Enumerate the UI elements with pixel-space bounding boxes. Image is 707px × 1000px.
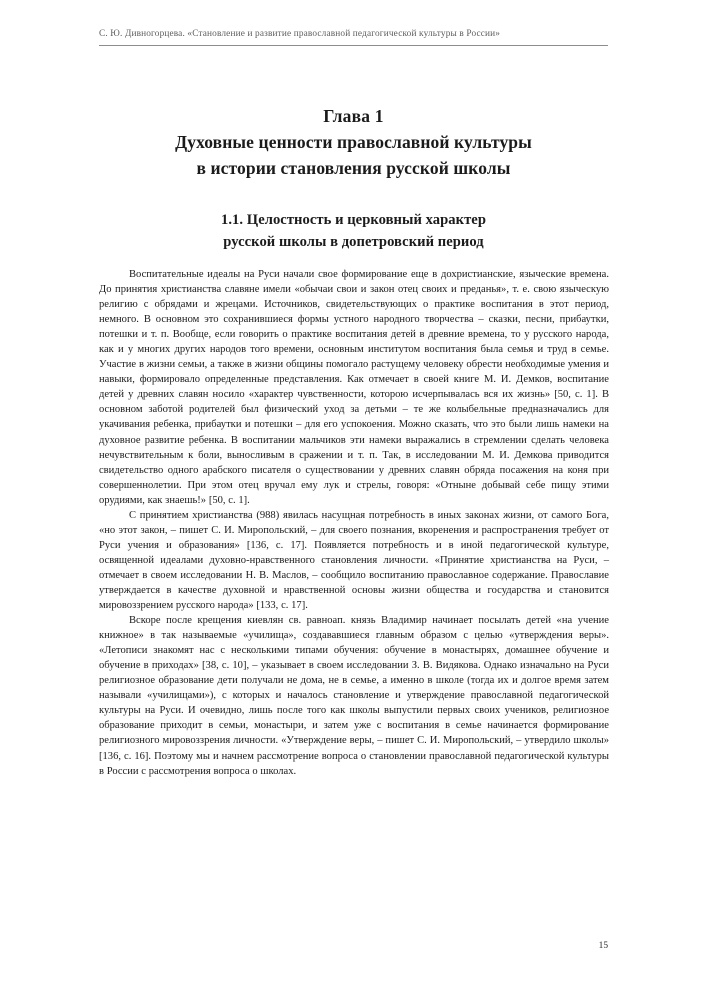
chapter-title-line-2: в истории становления русской школы — [196, 158, 511, 178]
section-heading-line-1: 1.1. Целостность и церковный характер — [221, 212, 486, 228]
paragraph: С принятием христианства (988) явилась насущная потребность в иных законах жизни, от самого Бога, «но этот закон, – пишет С. И. Миропольский, – для своего познания, вкоренения и распространения требует от Руси учения и образования» [136, с. 17]. Появляется потребность и в иной педагогической культуре, освященной идеалами духовно-нравственного становления личности. «Принятие христианства на Руси, – отмечает в своем исследовании Н. В. Маслов, – сообщило воспитанию православное содержание. Православие утверждается в качестве духовной и нравственной основы жизни общества и государства и становится мировоззрением русского народа» [133, с. 17]. — [99, 509, 609, 612]
running-head: С. Ю. Дивногорцева. «Становление и развитие православной педагогической культуры в России» — [99, 29, 501, 39]
page-number: 15 — [598, 941, 608, 951]
paragraph: Воспитательные идеалы на Руси начали свое формирование еще в дохристианские, языческие времена. До принятия христианства славяне имели «обычаи свои и закон отец своих и преданья», т. е. свою языческую религию с обрядами и жрецами. Источников, свидетельствующих о практике воспитания в этот период, немного. В основном это сохранившиеся формы устного народного творчества – сказки, песни, прибаутки, потешки и т. п. Вообще, если говорить о практике воспитания детей в древние времена, то у русского народа, как и у многих других народов того времени, основным институтом воспитания была семья и труд в семье. Участие в жизни семьи, а также в жизни общины помогало растущему человеку обрести необходимые умения и навыки, формировало определенные представления. Как отмечает в своей книге М. И. Демков, воспитание детей у древних славян носило «характер чувственности, которою исчерпывалась вся их жизнь» [50, с. 1]. В основном заботой родителей был физический уход за детьми – те же колыбельные предназначались для укачивания ребенка, прибаутки и потешки – для его успокоения. Можно сказать, что это были лишь намеки на духовное развитие ребенка. В воспитании мальчиков эти намеки выражались в стремлении сделать человека нечувствительным к боли, выносливым в сражении и т. п. Так, в исследовании М. И. Демкова приводится свидетельство одного арабского писателя о существовании у древних славян обряда посажения на коня при совершеннолетии. При этом отец вручал ему лук и стрелы, говоря: «Отныне добывай себе пищу этими орудиями, как знаешь!» [50, с. 1]. — [99, 269, 609, 506]
chapter-title-block — [99, 104, 608, 181]
section-heading — [99, 209, 608, 253]
chapter-title-line-1: Духовные ценности православной культуры — [175, 132, 532, 152]
section-heading-line-2: русской школы в допетровский период — [223, 234, 484, 250]
running-head-rule — [99, 45, 608, 46]
paragraph: Вскоре после крещения киевлян св. равноап. князь Владимир начинает посылать детей «на учение книжное» в так называемые «училища», создававшиеся главным образом с целью «утверждения веры». «Летописи знакомят нас с несколькими типами обучения: обучение в монастырях, домашнее обучение и обучение в приходах» [38, с. 10], – указывает в своем исследовании З. В. Видякова. Однако изначально на Руси религиозное образование дети получали не дома, не в семье, а именно в школе (тогда их и долгое время затем называли «училищами»), с которых и началось становление и утверждение православной педагогической культуры на Руси. И очевидно, лишь после того как школы выпустили первых своих учеников, религиозное образование приходит в семьи, монастыри, и затем уже с воспитания в семье начинается формирование религиозного мировоззрения личности. «Утверждение веры, – пишет С. И. Миропольский, – утвердило школы» [136, с. 16]. Поэтому мы и начнем рассмотрение вопроса о становлении православной педагогической культуры в России с рассмотрения вопроса о школах. — [99, 615, 609, 777]
chapter-title — [99, 129, 608, 181]
chapter-number: Глава 1 — [323, 106, 384, 126]
body-text — [99, 267, 609, 779]
